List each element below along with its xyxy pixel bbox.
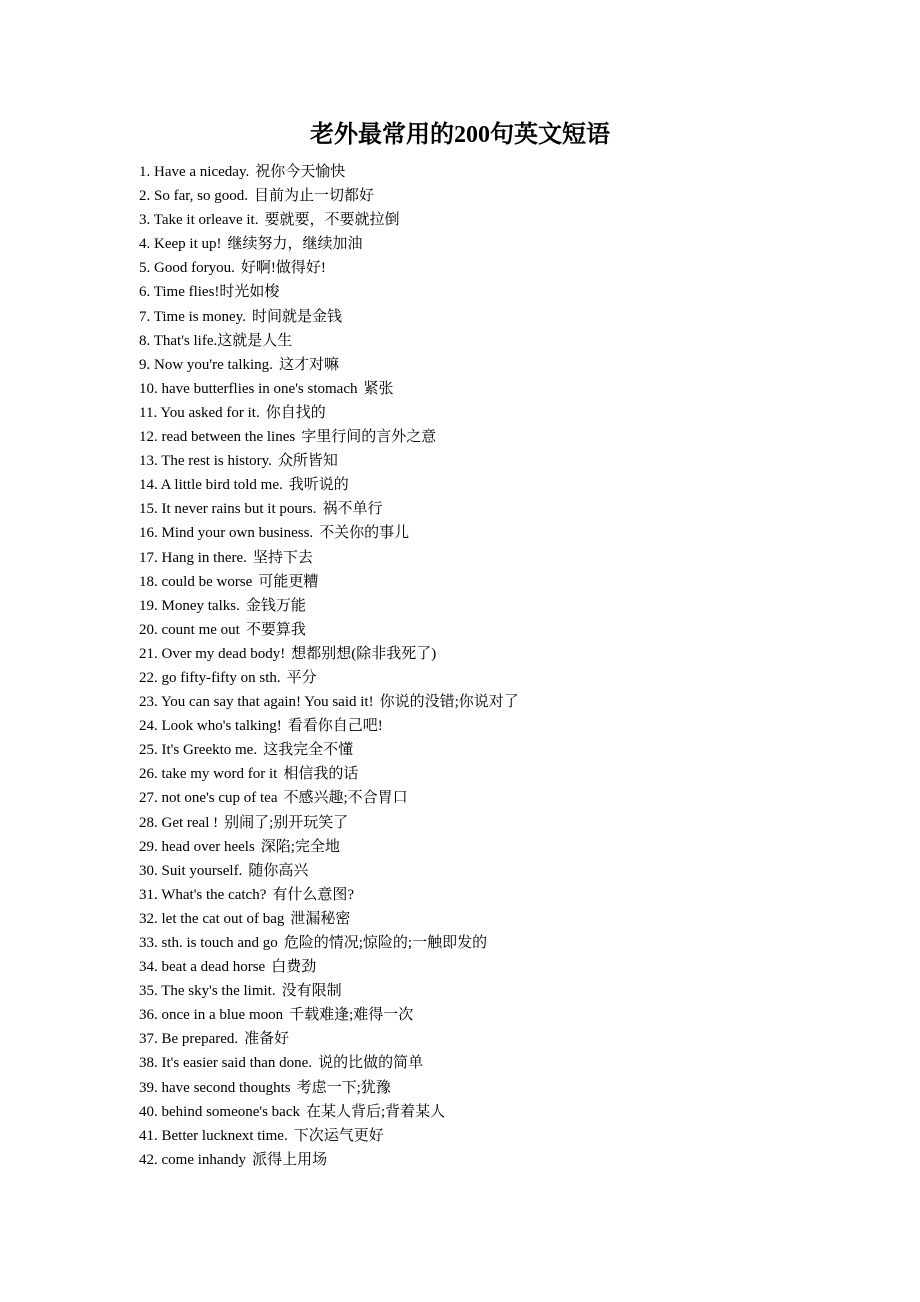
list-item bbox=[139, 1124, 519, 1148]
phrase-english: 23. You can say that again! You said it! bbox=[139, 694, 374, 711]
phrase-english: 16. Mind your own business. bbox=[139, 525, 314, 542]
phrase-english: 21. Over my dead body! bbox=[139, 645, 286, 662]
list-item bbox=[139, 329, 519, 353]
phrase-chinese: 深陷;完全地 bbox=[260, 838, 340, 855]
phrase-chinese: 好啊!做得好! bbox=[240, 260, 326, 277]
list-item bbox=[139, 1051, 519, 1075]
phrase-english: 2. So far, so good. bbox=[139, 188, 248, 205]
list-item bbox=[139, 594, 519, 618]
phrase-chinese: 你说的没错;你说对了 bbox=[379, 694, 519, 711]
list-item bbox=[139, 955, 519, 979]
list-item bbox=[139, 353, 519, 377]
phrase-chinese: 有什么意图? bbox=[272, 886, 355, 903]
phrase-english: 30. Suit yourself. bbox=[139, 862, 243, 879]
list-item bbox=[139, 401, 519, 425]
phrase-chinese: 祝你今天愉快 bbox=[255, 164, 346, 180]
phrase-chinese: 泄漏秘密 bbox=[290, 910, 351, 927]
list-item bbox=[139, 449, 519, 473]
phrase-chinese: 说的比做的简单 bbox=[318, 1055, 424, 1072]
phrase-english: 13. The rest is history. bbox=[139, 453, 272, 470]
list-item bbox=[139, 1027, 519, 1051]
phrase-english: 39. have second thoughts bbox=[139, 1079, 291, 1096]
phrase-english: 42. come inhandy bbox=[139, 1151, 247, 1168]
list-item bbox=[139, 473, 519, 497]
phrase-chinese: 不关你的事儿 bbox=[319, 525, 410, 542]
list-item bbox=[139, 256, 519, 280]
list-item bbox=[139, 184, 519, 208]
phrase-english: 27. not one's cup of tea bbox=[139, 790, 278, 807]
phrase-english: 3. Take it orleave it. bbox=[139, 212, 259, 229]
phrase-english: 5. Good foryou. bbox=[139, 260, 235, 277]
phrase-list bbox=[139, 160, 519, 1172]
list-item bbox=[139, 738, 519, 762]
phrase-english: 20. count me out bbox=[139, 621, 240, 638]
list-item bbox=[139, 497, 519, 521]
phrase-chinese: 我听说的 bbox=[288, 477, 349, 494]
list-item bbox=[139, 714, 519, 738]
phrase-english: 33. sth. is touch and go bbox=[139, 935, 278, 951]
phrase-english: 8. That's life.这就是人生 bbox=[139, 332, 293, 349]
list-item bbox=[139, 859, 519, 883]
phrase-english: 12. read between the lines bbox=[139, 429, 296, 446]
phrase-english: 7. Time is money. bbox=[139, 308, 246, 325]
phrase-chinese: 想都别想(除非我死了) bbox=[291, 645, 437, 662]
phrase-chinese: 可能更糟 bbox=[258, 573, 319, 590]
list-item bbox=[139, 979, 519, 1003]
list-item bbox=[139, 425, 519, 449]
list-item bbox=[139, 160, 519, 184]
list-item bbox=[139, 1100, 519, 1124]
phrase-chinese: 白费劲 bbox=[271, 959, 317, 976]
list-item bbox=[139, 811, 519, 835]
phrase-chinese: 别闹了;别开玩笑了 bbox=[224, 814, 349, 831]
phrase-english: 19. Money talks. bbox=[139, 597, 240, 614]
list-item bbox=[139, 666, 519, 690]
list-item bbox=[139, 835, 519, 859]
phrase-chinese: 千载难逢;难得一次 bbox=[289, 1007, 414, 1024]
phrase-english: 6. Time flies!时光如梭 bbox=[139, 284, 280, 301]
phrase-english: 40. behind someone's back bbox=[139, 1103, 301, 1120]
phrase-english: 18. could be worse bbox=[139, 573, 253, 590]
phrase-chinese: 危险的情况;惊险的;一触即发的 bbox=[283, 935, 488, 951]
phrase-chinese: 不要算我 bbox=[245, 621, 306, 638]
phrase-chinese: 准备好 bbox=[244, 1031, 290, 1048]
list-item bbox=[139, 690, 519, 714]
list-item bbox=[139, 1003, 519, 1027]
list-item bbox=[139, 786, 519, 810]
phrase-chinese: 祸不单行 bbox=[322, 501, 383, 518]
list-item bbox=[139, 1148, 519, 1172]
phrase-english: 34. beat a dead horse bbox=[139, 959, 266, 976]
phrase-chinese: 目前为止一切都好 bbox=[253, 188, 374, 205]
phrase-chinese: 随你高兴 bbox=[248, 862, 309, 879]
page-title: 老外最常用的200句英文短语 bbox=[310, 122, 610, 148]
phrase-chinese: 看看你自己吧! bbox=[287, 718, 383, 735]
phrase-english: 4. Keep it up! bbox=[139, 236, 222, 253]
list-item bbox=[139, 208, 519, 232]
phrase-english: 22. go fifty-fifty on sth. bbox=[139, 669, 281, 686]
phrase-english: 37. Be prepared. bbox=[139, 1031, 239, 1048]
phrase-english: 15. It never rains but it pours. bbox=[139, 501, 317, 518]
phrase-english: 35. The sky's the limit. bbox=[139, 983, 276, 1000]
phrase-chinese: 考虑一下;犹豫 bbox=[296, 1079, 391, 1096]
list-item bbox=[139, 907, 519, 931]
phrase-english: 26. take my word for it bbox=[139, 766, 278, 783]
list-item bbox=[139, 883, 519, 907]
phrase-english: 41. Better lucknext time. bbox=[139, 1127, 288, 1144]
phrase-chinese: 不感兴趣;不合胃口 bbox=[283, 790, 408, 807]
phrase-english: 10. have butterflies in one's stomach bbox=[139, 380, 358, 397]
list-item bbox=[139, 546, 519, 570]
phrase-english: 11. You asked for it. bbox=[139, 404, 260, 421]
phrase-chinese: 时间就是金钱 bbox=[251, 308, 342, 325]
list-item bbox=[139, 521, 519, 545]
phrase-chinese: 要就要，不要就拉倒 bbox=[264, 212, 400, 229]
phrase-chinese: 众所皆知 bbox=[277, 453, 338, 470]
phrase-english: 31. What's the catch? bbox=[139, 886, 267, 903]
phrase-english: 25. It's Greekto me. bbox=[139, 742, 258, 759]
phrase-chinese: 金钱万能 bbox=[245, 597, 306, 614]
phrase-english: 36. once in a blue moon bbox=[139, 1007, 284, 1024]
phrase-english: 1. Have a niceday. bbox=[139, 164, 250, 180]
phrase-chinese: 平分 bbox=[286, 669, 317, 686]
phrase-chinese: 坚持下去 bbox=[252, 549, 313, 566]
phrase-english: 17. Hang in there. bbox=[139, 549, 247, 566]
phrase-english: 38. It's easier said than done. bbox=[139, 1055, 313, 1072]
phrase-english: 32. let the cat out of bag bbox=[139, 910, 285, 927]
phrase-chinese: 这我完全不懂 bbox=[263, 742, 354, 759]
list-item bbox=[139, 280, 519, 304]
phrase-english: 9. Now you're talking. bbox=[139, 356, 273, 373]
phrase-chinese: 相信我的话 bbox=[283, 766, 359, 783]
phrase-chinese: 没有限制 bbox=[281, 983, 342, 1000]
list-item bbox=[139, 642, 519, 666]
list-item bbox=[139, 232, 519, 256]
phrase-chinese: 你自找的 bbox=[265, 404, 326, 421]
list-item bbox=[139, 618, 519, 642]
list-item bbox=[139, 377, 519, 401]
phrase-chinese: 下次运气更好 bbox=[293, 1127, 384, 1144]
list-item bbox=[139, 305, 519, 329]
phrase-english: 14. A little bird told me. bbox=[139, 477, 283, 494]
phrase-chinese: 这才对嘛 bbox=[278, 356, 339, 373]
phrase-chinese: 继续努力，继续加油 bbox=[227, 236, 363, 253]
phrase-chinese: 派得上用场 bbox=[252, 1151, 328, 1168]
phrase-chinese: 字里行间的言外之意 bbox=[301, 429, 437, 446]
phrase-chinese: 在某人背后;背着某人 bbox=[306, 1103, 446, 1120]
list-item bbox=[139, 931, 519, 955]
phrase-chinese: 紧张 bbox=[363, 380, 394, 397]
phrase-english: 24. Look who's talking! bbox=[139, 718, 282, 735]
list-item bbox=[139, 762, 519, 786]
list-item bbox=[139, 1076, 519, 1100]
phrase-english: 29. head over heels bbox=[139, 838, 255, 855]
phrase-english: 28. Get real ! bbox=[139, 814, 219, 831]
list-item bbox=[139, 570, 519, 594]
